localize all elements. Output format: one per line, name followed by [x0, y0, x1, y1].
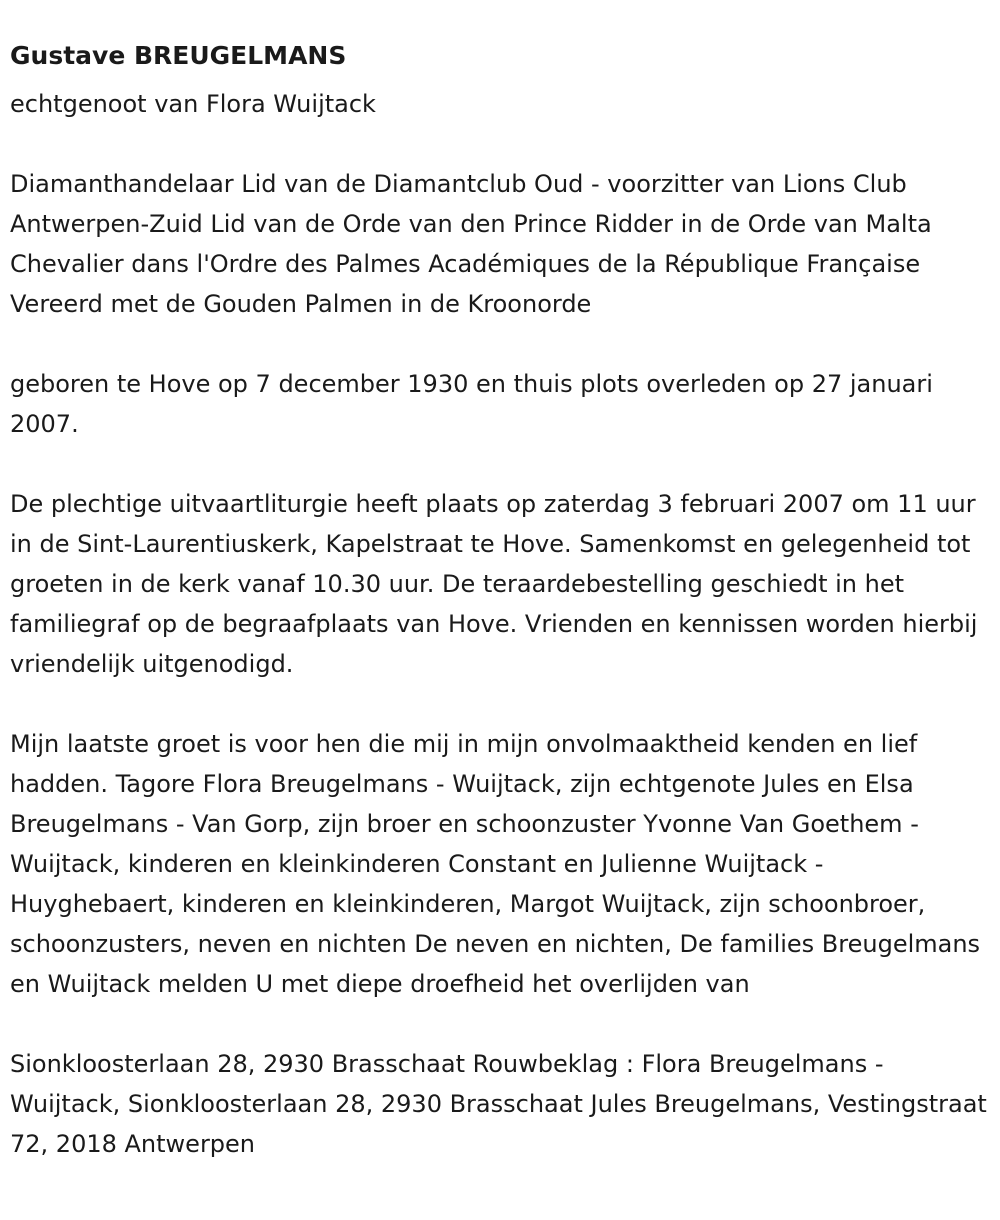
funeral-paragraph: De plechtige uitvaartliturgie heeft plaats op zaterdag 3 februari 2007 om 11 uur in de Sint-Laurentiuskerk, Kapelstraat te Hove. Samenkomst en gelegenheid tot groeten in de kerk vanaf 10.30 uur. De teraardebestelling geschiedt in het familiegraf op de begraafplaats van Hove. Vrienden en kennissen worden hierbij vriendelijk uitgenodigd.	[10, 490, 978, 678]
birth-death-paragraph: geboren te Hove op 7 december 1930 en thuis plots overleden op 27 januari 2007.	[10, 370, 933, 438]
titles-paragraph: Diamanthandelaar Lid van de Diamantclub Oud - voorzitter van Lions Club Antwerpen-Zuid Lid van de Orde van den Prince Ridder in de Orde van Malta Chevalier dans l'Ordre des Palmes Académiques de la République Française Vereerd met de Gouden Palmen in de Kroonorde	[10, 170, 932, 318]
deceased-name: Gustave BREUGELMANS	[10, 41, 347, 70]
addresses-paragraph: Sionkloosterlaan 28, 2930 Brasschaat Rouwbeklag : Flora Breugelmans - Wuijtack, Sionkloosterlaan 28, 2930 Brasschaat Jules Breugelmans, Vestingstraat 72, 2018 Antwerpen	[10, 1050, 987, 1158]
spouse-line: echtgenoot van Flora Wuijtack	[10, 90, 376, 118]
family-paragraph: Mijn laatste groet is voor hen die mij in mijn onvolmaaktheid kenden en lief hadden. Tagore Flora Breugelmans - Wuijtack, zijn echtgenote Jules en Elsa Breugelmans - Van Gorp, zijn broer en schoonzuster Yvonne Van Goethem - Wuijtack, kinderen en kleinkinderen Constant en Julienne Wuijtack - Huyghebaert, kinderen en kleinkinderen, Margot Wuijtack, zijn schoonbroer, schoonzusters, neven en nichten De neven en nichten, De families Breugelmans en Wuijtack melden U met diepe droefheid het overlijden van	[10, 730, 981, 998]
